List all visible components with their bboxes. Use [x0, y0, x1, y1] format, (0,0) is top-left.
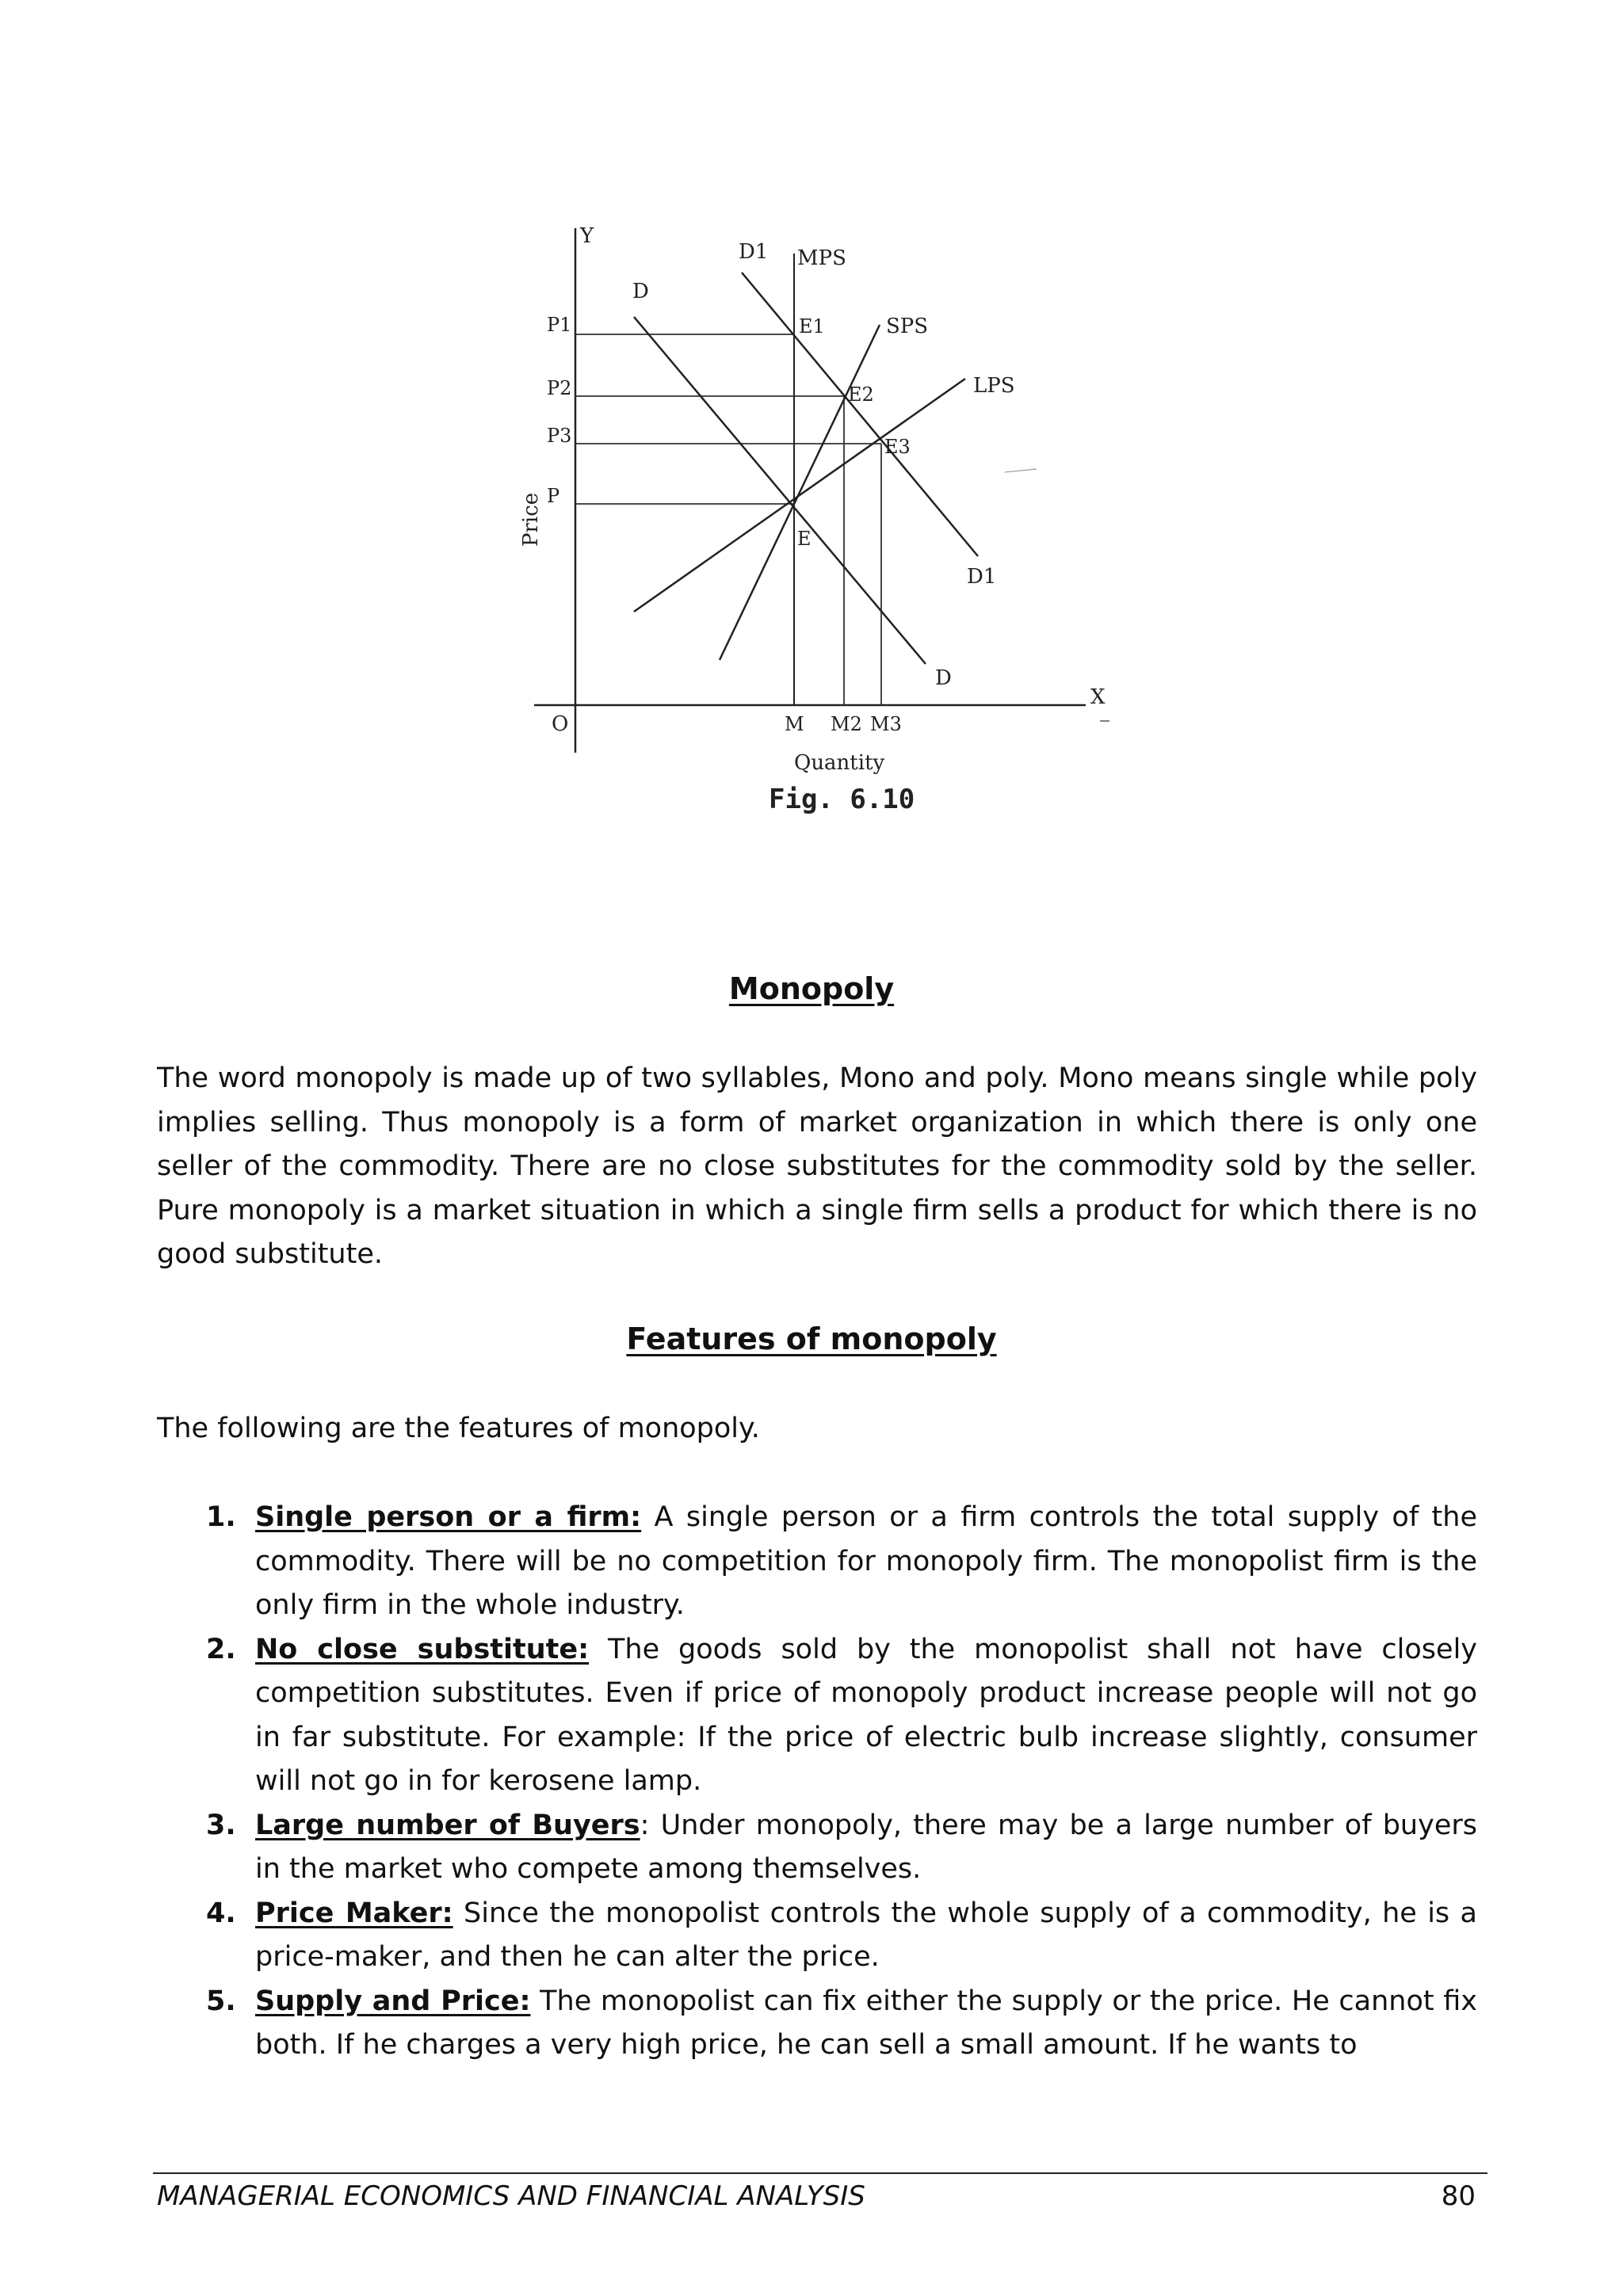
- label-mps: MPS: [797, 246, 846, 270]
- list-item: [157, 1980, 1477, 2068]
- list-item-number: 1.: [206, 1501, 236, 1533]
- lps-curve: [634, 379, 965, 612]
- list-item: [157, 1496, 1477, 1628]
- page-number: 80: [1441, 2180, 1476, 2212]
- list-item-term: Price Maker:: [255, 1897, 453, 1929]
- list-item-text: The goods sold by the monopolist shall not have closely competition substitutes. Even if price of monopoly product increase people will not go in far substitute. For example: If the price of electric bulb increase slightly, consumer will not go in for kerosene lamp.: [255, 1633, 1478, 1797]
- x-axis-letter: X: [1090, 685, 1106, 709]
- monopoly-paragraph: The word monopoly is made up of two syllables, Mono and poly. Mono means single while poly implies selling. Thus monopoly is a form of market organization in which there is only one seller of the commodity. There are no close substitutes for the commodity sold by the seller. Pure monopoly is a market situation in which a single firm sells a product for which there is no good substitute.: [157, 1062, 1477, 1270]
- monopoly-heading: Monopoly: [728, 971, 895, 1006]
- list-item: [157, 1892, 1477, 1980]
- figure-6-10: [507, 214, 1133, 832]
- list-item-text: The monopolist can fix either the supply or the price. He cannot fix both. If he charges a very high price, he can sell a small amount. If he wants to: [255, 1985, 1477, 2061]
- label-e1: E1: [799, 315, 825, 338]
- features-intro: The following are the features of monopoly.: [157, 1413, 760, 1444]
- price-quantity-diagram: [507, 214, 1133, 832]
- list-item: [157, 1804, 1477, 1892]
- features-list: [157, 1496, 1477, 2068]
- demand-curve-d1: [742, 273, 978, 556]
- label-p2: P2: [547, 377, 572, 399]
- list-item-term: Large number of Buyers: [255, 1809, 640, 1841]
- label-d1-bottom: D1: [967, 565, 997, 589]
- x-axis-title: Quantity: [794, 751, 885, 775]
- label-lps: LPS: [973, 374, 1015, 398]
- label-p: P: [547, 485, 560, 507]
- scan-mark: [1005, 469, 1037, 472]
- features-heading: Features of monopoly: [626, 1322, 997, 1356]
- y-axis-title: Price: [519, 492, 543, 547]
- label-p3: P3: [547, 425, 572, 447]
- label-m: M: [785, 713, 804, 735]
- list-item-number: 5.: [206, 1985, 236, 2017]
- list-item-number: 4.: [206, 1897, 236, 1929]
- label-d-top: D: [632, 280, 649, 303]
- list-item-number: 3.: [206, 1809, 236, 1841]
- footer-title: MANAGERIAL ECONOMICS AND FINANCIAL ANALYSIS: [157, 2180, 865, 2212]
- list-item-term: No close substitute:: [255, 1633, 590, 1665]
- figure-caption: Fig. 6.10: [769, 784, 915, 815]
- list-item-number: 2.: [206, 1633, 236, 1665]
- label-sps: SPS: [886, 315, 929, 338]
- list-item-term: Supply and Price:: [255, 1985, 531, 2017]
- origin-label: O: [552, 712, 569, 736]
- label-e2: E2: [848, 383, 874, 406]
- label-e3: E3: [884, 436, 911, 458]
- list-item-term: Single person or a firm:: [255, 1501, 642, 1533]
- label-m3: M3: [870, 713, 902, 735]
- label-e: E: [797, 528, 812, 550]
- list-item: [157, 1628, 1477, 1804]
- list-item-text: Since the monopolist controls the whole supply of a commodity, he is a price-maker, and then he can alter the price.: [255, 1897, 1477, 1973]
- label-d-bottom: D: [935, 666, 952, 690]
- footer-divider: [153, 2172, 1487, 2174]
- label-m2: M2: [831, 713, 862, 735]
- sps-curve: [720, 325, 880, 660]
- list-item-text: : Under monopoly, there may be a large number of buyers in the market who compete among themselves.: [255, 1809, 1477, 1885]
- label-p1: P1: [547, 314, 572, 336]
- list-item-text: A single person or a firm controls the total supply of the commodity. There will be no competition for monopoly firm. The monopolist firm is the only firm in the whole industry.: [255, 1501, 1477, 1621]
- label-d1-top: D1: [739, 240, 769, 264]
- y-axis-letter: Y: [580, 224, 594, 248]
